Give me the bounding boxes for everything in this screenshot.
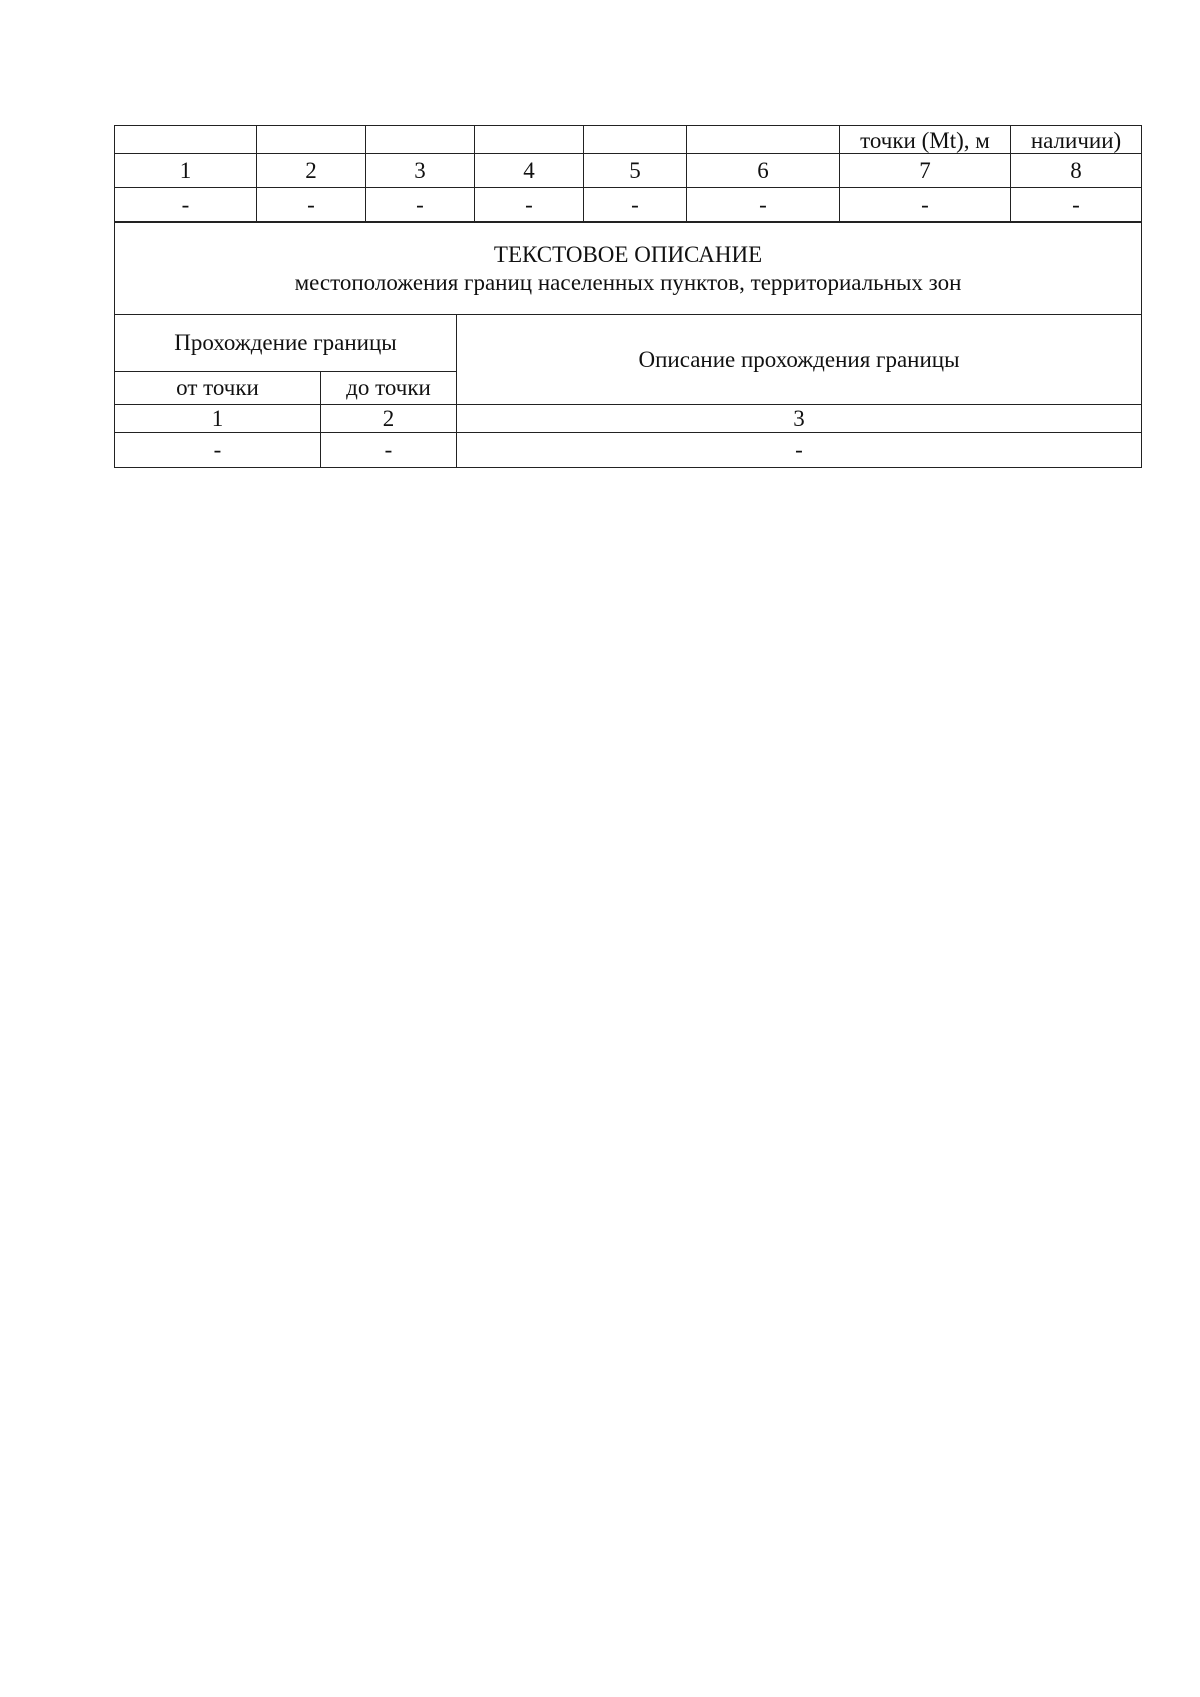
header-cell-3 — [366, 126, 475, 154]
description-value-cell-2: - — [321, 433, 457, 468]
description-title-row — [115, 223, 1142, 315]
passage-header: Прохождение границы — [115, 315, 457, 372]
description-value-cell-1: - — [115, 433, 321, 468]
description-value-cell-3: - — [457, 433, 1142, 468]
passage-header-row — [115, 315, 1142, 372]
column-number-5: 5 — [584, 154, 687, 188]
description-title-cell — [115, 223, 1142, 315]
description-column-number-1: 1 — [115, 405, 321, 433]
boundary-description-table — [114, 222, 1142, 468]
description-column-number-3: 3 — [457, 405, 1142, 433]
description-column-number-2: 2 — [321, 405, 457, 433]
value-cell-4: - — [475, 188, 584, 222]
value-cell-7: - — [840, 188, 1011, 222]
value-cell-3: - — [366, 188, 475, 222]
column-number-row — [115, 154, 1142, 188]
description-title: ТЕКСТОВОЕ ОПИСАНИЕ — [493, 241, 763, 267]
value-cell-5: - — [584, 188, 687, 222]
header-cell-7: точки (Mt), м — [840, 126, 1011, 154]
header-cell-8: наличии) — [1011, 126, 1142, 154]
column-number-1: 1 — [115, 154, 257, 188]
column-number-3: 3 — [366, 154, 475, 188]
description-subtitle: местоположения границ населенных пунктов, территориальных зон — [294, 269, 962, 295]
header-cell-5 — [584, 126, 687, 154]
value-cell-1: - — [115, 188, 257, 222]
table-row — [115, 188, 1142, 222]
column-number-7: 7 — [840, 154, 1011, 188]
coordinates-table — [114, 125, 1142, 222]
value-cell-6: - — [687, 188, 840, 222]
table-row — [115, 433, 1142, 468]
column-number-2: 2 — [257, 154, 366, 188]
from-point-header: от точки — [115, 372, 321, 405]
header-cell-1 — [115, 126, 257, 154]
header-cell-4 — [475, 126, 584, 154]
column-number-8: 8 — [1011, 154, 1142, 188]
header-cell-6 — [687, 126, 840, 154]
column-number-6: 6 — [687, 154, 840, 188]
header-fragment-row — [115, 126, 1142, 154]
header-cell-2 — [257, 126, 366, 154]
description-header: Описание прохождения границы — [457, 315, 1142, 405]
value-cell-2: - — [257, 188, 366, 222]
description-column-number-row — [115, 405, 1142, 433]
value-cell-8: - — [1011, 188, 1142, 222]
column-number-4: 4 — [475, 154, 584, 188]
to-point-header: до точки — [321, 372, 457, 405]
